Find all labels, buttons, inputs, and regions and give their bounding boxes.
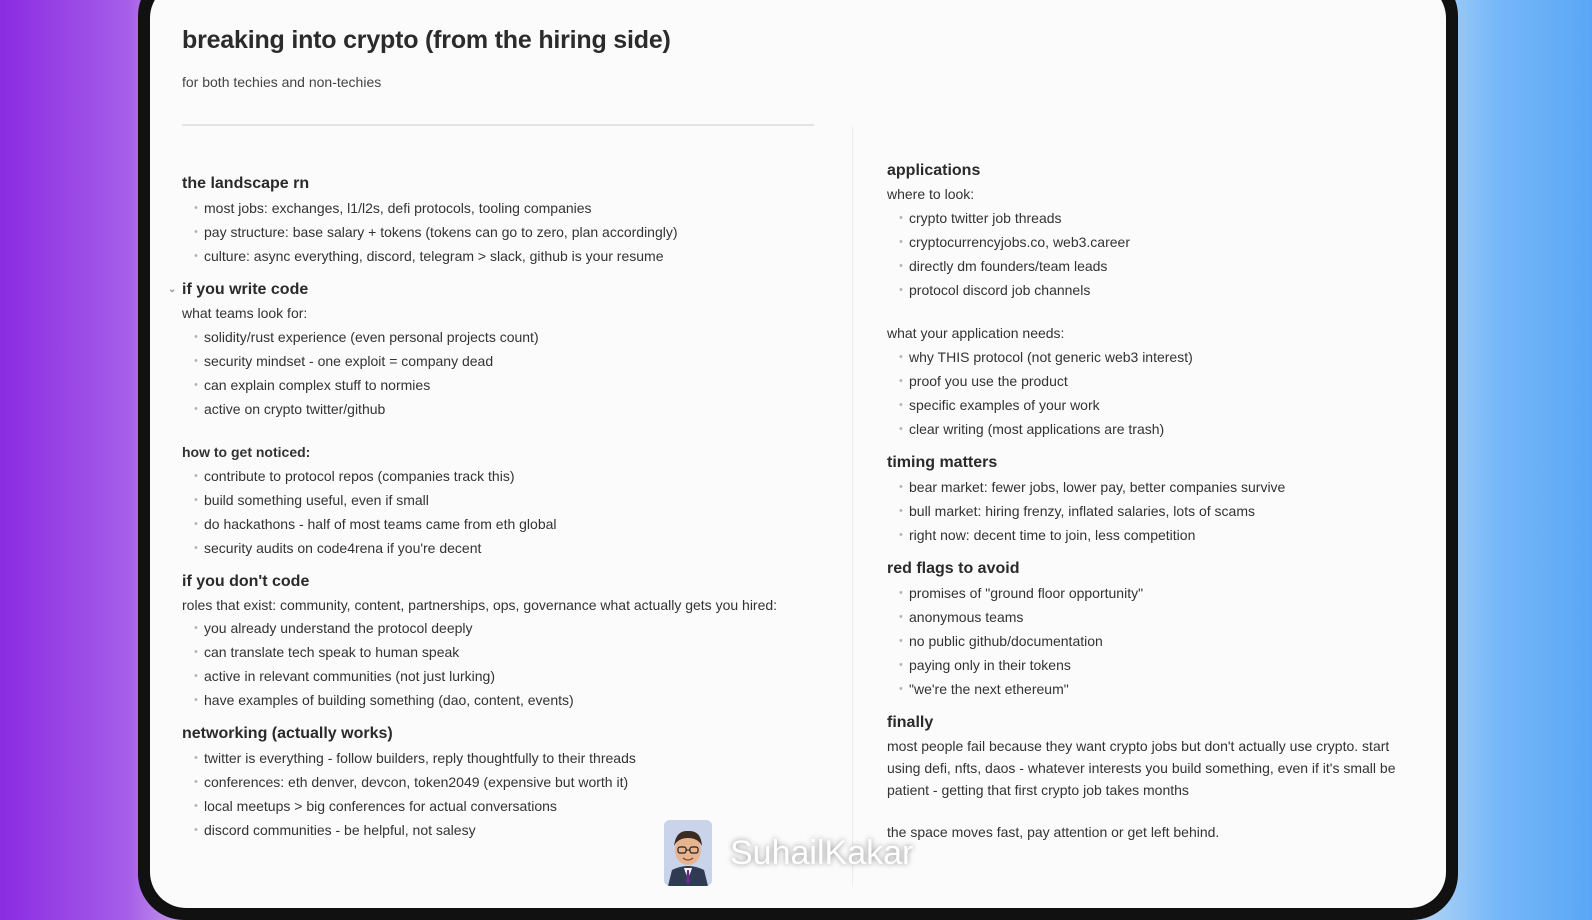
page-subtitle: for both techies and non-techies xyxy=(182,74,382,90)
column-divider xyxy=(852,127,853,887)
list-item: • bear market: fewer jobs, lower pay, better companies survive xyxy=(899,475,1407,499)
list-item: • conferences: eth denver, devcon, token2049 (expensive but worth it) xyxy=(194,770,832,794)
right-column xyxy=(887,159,1407,843)
creator-name: SuhailKakar xyxy=(730,833,914,872)
list-item: • have examples of building something (dao, content, events) xyxy=(194,688,832,712)
list-item: • solidity/rust experience (even personal projects count) xyxy=(194,325,832,349)
list-item: • anonymous teams xyxy=(899,605,1407,629)
red-flags-list xyxy=(887,581,1407,701)
list-item: • right now: decent time to join, less competition xyxy=(899,523,1407,547)
list-item: • culture: async everything, discord, telegram > slack, github is your resume xyxy=(194,244,832,268)
list-item: • local meetups > big conferences for actual conversations xyxy=(194,794,832,818)
section-heading-timing: timing matters xyxy=(887,454,998,471)
list-item: • security audits on code4rena if you're decent xyxy=(194,536,832,560)
list-item: • bull market: hiring frenzy, inflated salaries, lots of scams xyxy=(899,499,1407,523)
section-heading-finally: finally xyxy=(887,714,934,731)
closing-line: the space moves fast, pay attention or get left behind. xyxy=(887,824,1220,840)
list-item: • promises of "ground floor opportunity" xyxy=(899,581,1407,605)
list-item: • paying only in their tokens xyxy=(899,653,1407,677)
section-heading-code-label: if you write code xyxy=(182,281,309,298)
list-item: • specific examples of your work xyxy=(899,393,1407,417)
list-item: • build something useful, even if small xyxy=(194,488,832,512)
list-item: • crypto twitter job threads xyxy=(899,206,1407,230)
look-for-list xyxy=(182,325,832,421)
list-item: • you already understand the protocol deeply xyxy=(194,616,832,640)
list-item: • contribute to protocol repos (companies track this) xyxy=(194,464,832,488)
list-item: • can translate tech speak to human speak xyxy=(194,640,832,664)
list-item: • proof you use the product xyxy=(899,369,1407,393)
avatar xyxy=(664,820,712,886)
list-item: • twitter is everything - follow builders, reply thoughtfully to their threads xyxy=(194,746,832,770)
nocode-list xyxy=(182,616,832,712)
subheading-what-teams-look-for: what teams look for: xyxy=(182,305,308,321)
where-to-look-list xyxy=(887,206,1407,302)
subheading-how-to-get-noticed: how to get noticed: xyxy=(182,444,311,460)
section-heading-nocode: if you don't code xyxy=(182,573,310,590)
tablet-frame xyxy=(138,0,1458,920)
list-item: • security mindset - one exploit = company dead xyxy=(194,349,832,373)
section-heading-red-flags: red flags to avoid xyxy=(887,560,1020,577)
list-item: • do hackathons - half of most teams came from eth global xyxy=(194,512,832,536)
page-title: breaking into crypto (from the hiring side) xyxy=(182,26,671,54)
list-item: • pay structure: base salary + tokens (tokens can go to zero, plan accordingly) xyxy=(194,220,832,244)
creator-watermark xyxy=(664,818,913,888)
left-column xyxy=(168,172,832,842)
landscape-list xyxy=(182,196,832,268)
list-item: • discord communities - be helpful, not salesy xyxy=(194,818,832,842)
subheading-application-needs: what your application needs: xyxy=(887,325,1065,341)
list-item: • active in relevant communities (not just lurking) xyxy=(194,664,832,688)
list-item: • protocol discord job channels xyxy=(899,278,1407,302)
list-item: • cryptocurrencyjobs.co, web3.career xyxy=(899,230,1407,254)
divider xyxy=(182,124,814,126)
subheading-where-to-look: where to look: xyxy=(887,186,975,202)
list-item: • clear writing (most applications are trash) xyxy=(899,417,1407,441)
application-needs-list xyxy=(887,345,1407,441)
chevron-down-icon[interactable]: ⌄ xyxy=(168,284,177,295)
section-heading-networking: networking (actually works) xyxy=(182,725,393,742)
section-heading-applications: applications xyxy=(887,162,981,179)
list-item: • directly dm founders/team leads xyxy=(899,254,1407,278)
finally-paragraph: most people fail because they want crypto jobs but don't actually use crypto. start using defi, nfts, daos - whatever interests you build something, even if it's small be patient - getting that first crypto job takes months xyxy=(887,738,1396,798)
timing-list xyxy=(887,475,1407,547)
list-item: • most jobs: exchanges, l1/l2s, defi protocols, tooling companies xyxy=(194,196,832,220)
section-heading-code[interactable] xyxy=(168,278,832,302)
list-item: • why THIS protocol (not generic web3 interest) xyxy=(899,345,1407,369)
document-screen xyxy=(150,0,1446,908)
list-item: • no public github/documentation xyxy=(899,629,1407,653)
section-heading-landscape: the landscape rn xyxy=(182,175,310,192)
list-item: • "we're the next ethereum" xyxy=(899,677,1407,701)
avatar-illustration xyxy=(664,820,712,886)
list-item: • can explain complex stuff to normies xyxy=(194,373,832,397)
get-noticed-list xyxy=(182,464,832,560)
list-item: • active on crypto twitter/github xyxy=(194,397,832,421)
nocode-intro: roles that exist: community, content, partnerships, ops, governance what actually gets you hired: xyxy=(182,597,778,613)
